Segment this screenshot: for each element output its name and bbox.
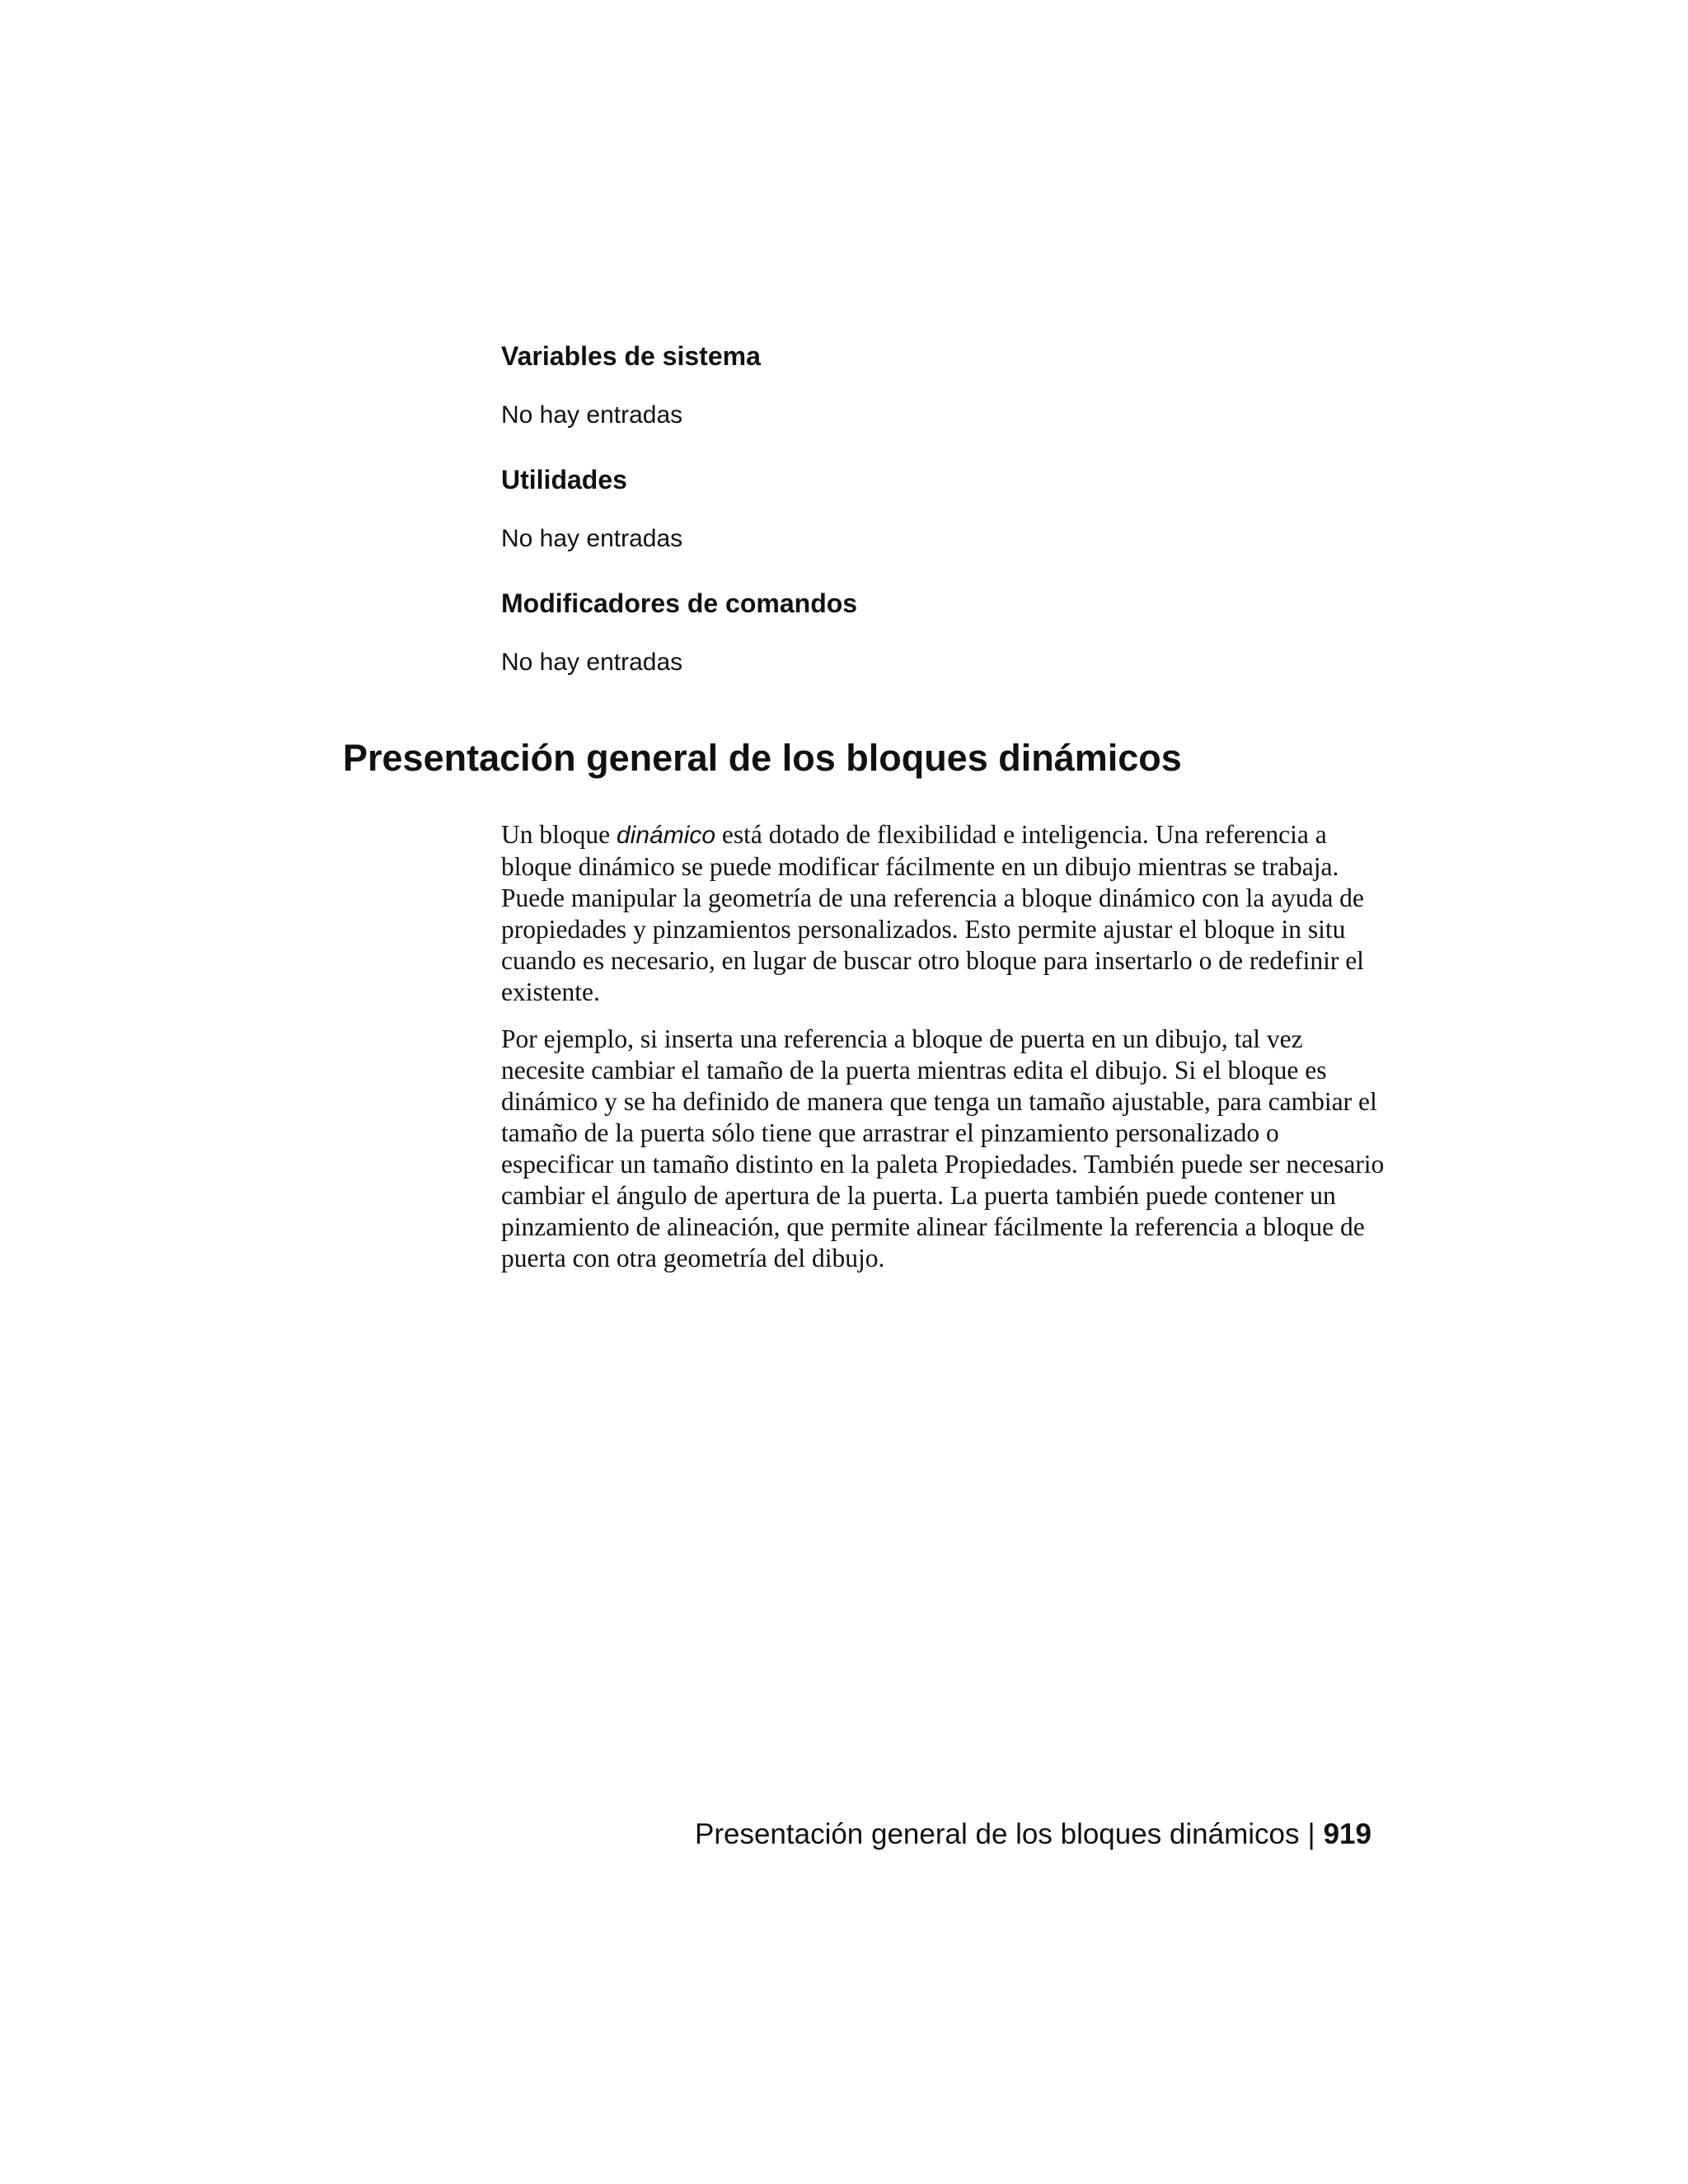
subsection-entry-utilities: No hay entradas [501, 525, 683, 552]
footer-running-title: Presentación general de los bloques dinámicos [694, 1818, 1300, 1850]
subsection-heading-system-variables: Variables de sistema [501, 341, 761, 371]
subsection-entry-command-modifiers: No hay entradas [501, 649, 683, 676]
paragraph-1-rest: está dotado de flexibilidad e inteligencia. Una referencia a bloque dinámico se puede modificar fácilmente en un dibujo mientras se trabaja. Puede manipular la geometría de una referencia a bloque dinámico con la ayuda de propiedades y pinzamientos personalizados. Esto permite ajustar el bloque in situ cuando es necesario, en lugar de buscar otro bloque para insertarlo o de redefinir el existente. [501, 820, 1364, 1006]
subsection-heading-command-modifiers: Modificadores de comandos [501, 588, 858, 618]
paragraph-1-italic-term: dinámico [616, 822, 716, 849]
subsection-heading-utilities: Utilidades [501, 465, 627, 494]
body-paragraph-2: Por ejemplo, si inserta una referencia a bloque de puerta en un dibujo, tal vez necesite cambiar el tamaño de la puerta mientras edita el dibujo. Si el bloque es dinámico y se ha definido de manera que tenga un tamaño ajustable, para cambiar el tamaño de la puerta sólo tiene que arrastrar el pinzamiento personalizado o especificar un tamaño distinto en la paleta Propiedades. También puede ser necesario cambiar el ángulo de apertura de la puerta. La puerta también puede contener un pinzamiento de alineación, que permite alinear fácilmente la referencia a bloque de puerta con otra geometría del dibujo. [501, 1024, 1385, 1272]
page-number: 919 [1323, 1818, 1372, 1850]
paragraph-1-lead: Un bloque [501, 820, 617, 849]
page-footer [695, 1816, 1372, 1853]
subsection-entry-system-variables: No hay entradas [501, 401, 683, 429]
footer-separator: | [1307, 1818, 1315, 1850]
body-paragraph-1 [501, 819, 1391, 1008]
section-title: Presentación general de los bloques dinámicos [343, 737, 1182, 779]
